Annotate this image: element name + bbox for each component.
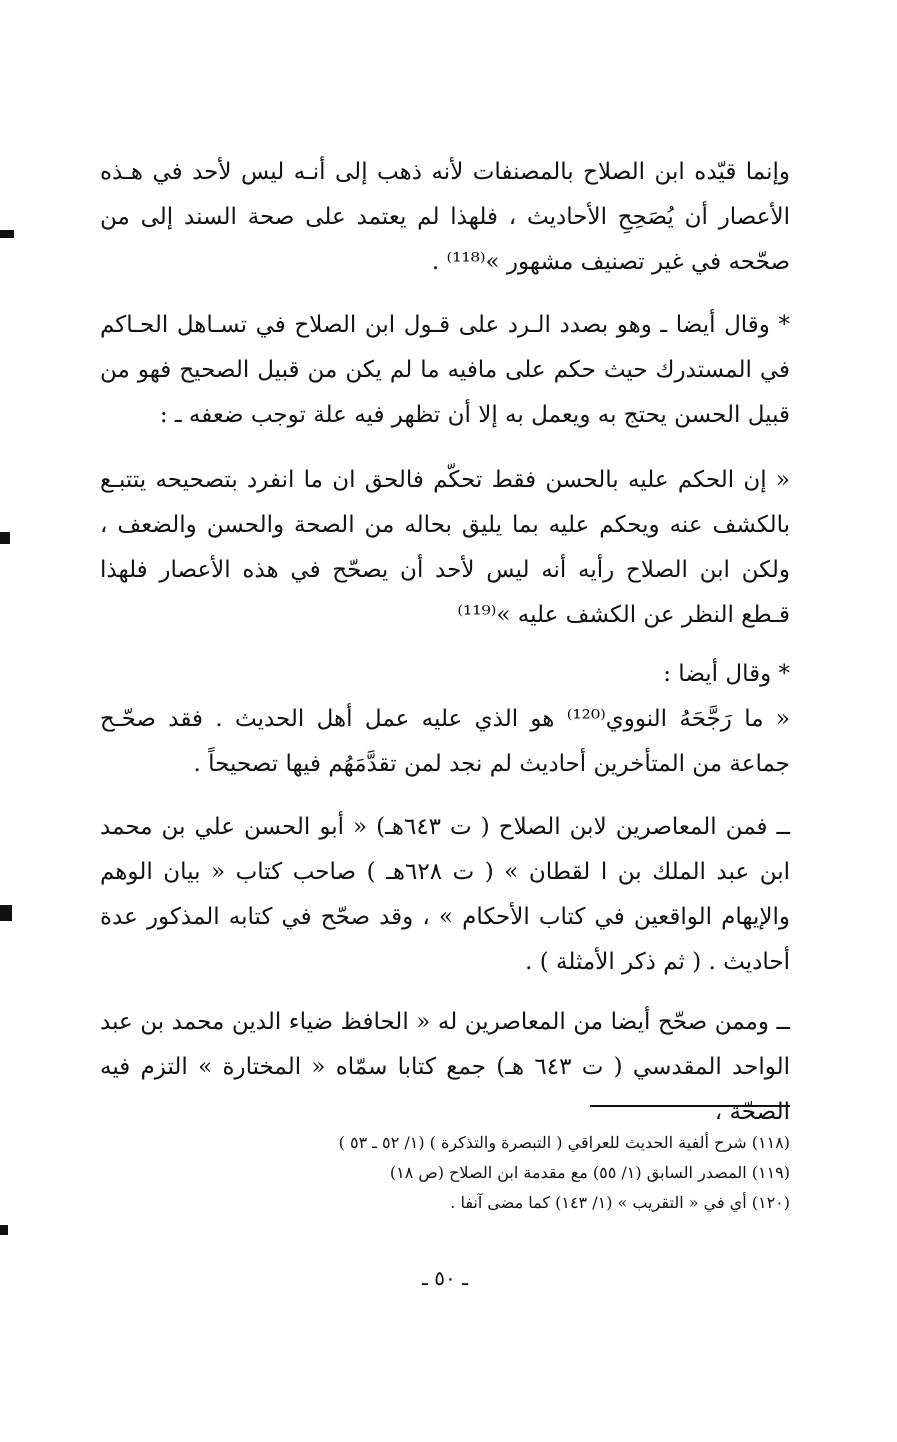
paragraph-text: * وقال أيضا : (663, 661, 790, 687)
paragraph-6 (100, 805, 790, 985)
paragraph-2 (100, 303, 790, 438)
footnote-119: (١١٩) المصدر السابق (١/ ٥٥) مع مقدمة ابن الصلاح (ص ١٨) (389, 1163, 790, 1182)
paragraph-text: ــ فمن المعاصرين لابن الصلاح ( ت ٦٤٣هـ) « أبو الحسن علي بن محمد ابن عبد الملك بن ا لقطان » ( ت ٦٢٨هـ ) صاحب كتاب « بيان الوهم والإيهام الواقعين في كتاب الأحكام » ، وقد صحّح في كتابه المذكور عدة أحاديث . ( ثم ذكر الأمثلة ) . (100, 814, 791, 975)
paragraph-5 (100, 697, 790, 787)
scan-edge-mark (0, 905, 12, 921)
paragraph-text: « إن الحكم عليه بالحسن فقط تحكّم فالحق ان ما انفرد بتصحيحه يتتبـع بالكشف عنه ويحكم عليه بما يليق بحاله من الصحة والحسن والضعف ، ولكن ابن الصلاح رأيه أنه ليس لأحد أن يصحّح في هذه الأعصار فلهذا قـطع النظر عن الكشف عليه »⁽¹¹⁹⁾ (100, 467, 790, 628)
paragraph-text: وإنما قيّده ابن الصلاح بالمصنفات لأنه ذهب إلى أنـه ليس لأحد في هـذه الأعصار أن يُصَحِحِ الأحاديث ، فلهذا لم يعتمد على صحة السند إلى من صحّحه في غير تصنيف مشهور »⁽¹¹⁸⁾ . (100, 159, 790, 275)
paragraph-7 (100, 1000, 790, 1135)
footnotes (100, 1128, 790, 1218)
paragraph-3 (100, 458, 790, 638)
paragraph-1 (100, 150, 790, 285)
paragraph-text: ــ وممن صحّح أيضا من المعاصرين له « الحافظ ضياء الدين محمد بن عبد الواحد المقدسي ( ت ٦٤٣ هـ) جمع كتابا سمّاه « المختارة » التزم فيه الصحّة ، (100, 1009, 790, 1125)
page-number: ـ ٥٠ ـ (422, 1266, 468, 1290)
paragraph-text: * وقال أيضا ـ وهو بصدد الـرد على قـول ابن الصلاح في تسـاهل الحـاكم في المستدرك حيث حكم على مافيه ما لم يكن من قبيل الصحيح فهو من قبيل الحسن يحتج به ويعمل به إلا أن تظهر فيه علة توجب ضعفه ـ : (100, 312, 790, 428)
paragraph-4 (100, 652, 790, 697)
footnote-divider (590, 1105, 790, 1107)
footnote-118: (١١٨) شرح ألفية الحديث للعراقي ( التبصرة والتذكرة ) (١/ ٥٢ ـ ٥٣ ) (338, 1133, 790, 1152)
paragraph-text: « ما رَجَّحَهُ النووي⁽¹²⁰⁾ هو الذي عليه عمل أهل الحديث . فقد صحّـح جماعة من المتأخرين أحاديث لم نجد لمن تقدَّمَهُم فيها تصحيحاً . (100, 706, 790, 777)
scan-edge-mark (0, 1225, 8, 1235)
footnote-120: (١٢٠) أي في « التقريب » (١/ ١٤٣) كما مضى آنفا . (450, 1193, 790, 1212)
scan-edge-mark (0, 230, 14, 238)
scan-edge-mark (0, 532, 10, 544)
